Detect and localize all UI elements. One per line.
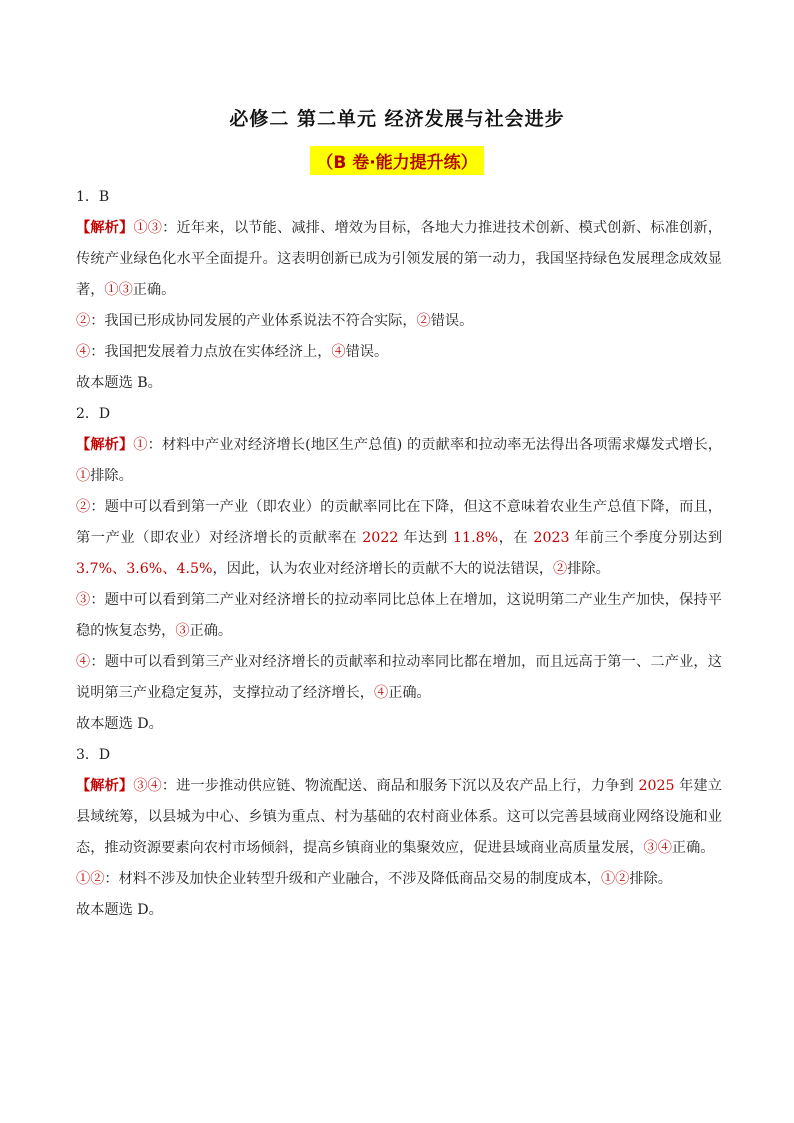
percent-number: 11.8% [453,530,499,546]
subtitle-highlight: （B 卷·能力提升练） [310,146,483,175]
option-mark: ② [416,313,431,329]
paragraph-text: ：材料中产业对经济增长(地区生产总值) 的贡献率和拉动率无法得出各项需求爆发式增长， [147,437,722,453]
q3-paragraph-1 [76,771,722,864]
option-mark: ③ [76,592,91,608]
option-mark: ④ [76,654,91,670]
question-1-number: 1．B [76,189,110,205]
option-mark: ③④ [643,840,672,856]
option-mark: ①③ [104,282,133,298]
q2-paragraph-3 [76,585,722,647]
question-3-number: 3．D [76,747,111,763]
option-mark: ② [553,561,568,577]
verdict-text: 排除。 [629,871,672,887]
paragraph-text: ：我国把发展着力点放在实体经济上， [90,344,332,360]
option-mark: ② [76,499,91,515]
option-mark: ① [76,468,91,484]
paragraph-text: ：进一步推动供应链、物流配送、商品和服务下沉以及农产品上行，力争到 [161,778,639,794]
q1-paragraph-3 [76,337,722,368]
q2-paragraph-4 [76,647,722,709]
year-number: 2022 [362,530,399,546]
q1-paragraph-1 [76,213,722,306]
paragraph-text: ：题中可以看到第三产业对经济增长的贡献率和拉动率同比都在增加，而且远高于第一、二产业，这说明第三产业稳定复苏，支撑拉动了经济增长， [76,654,722,701]
q2-paragraph-1 [76,430,722,492]
option-mark: ①③ [133,220,163,236]
paragraph-text: ：题中可以看到第一产业（即农业）的贡献率同比在下降，但这不意味着农业生产总值下降，而且，第一产业（即农业）对经济增长的贡献率在 [76,499,722,546]
question-2-number: 2．D [76,406,111,422]
paragraph-text: 年达到 [398,530,454,546]
q2-conclusion: 故本题选 D。 [76,716,163,732]
option-mark: ①② [600,871,630,887]
verdict-text: 正确。 [388,685,431,701]
option-mark: ③ [175,623,190,639]
verdict-text: 正确。 [189,623,233,639]
verdict-text: 正确。 [132,282,176,298]
page-title: 必修二 第二单元 经济发展与社会进步 [229,108,565,130]
year-number: 2025 [638,778,675,794]
option-mark: ④ [373,685,389,701]
q1-conclusion: 故本题选 B。 [76,375,162,391]
option-mark: ③④ [133,778,162,794]
subtitle-container [0,146,794,175]
q2-paragraph-2 [76,492,722,585]
verdict-text: 排除。 [567,561,610,577]
verdict-text: 排除。 [90,468,133,484]
option-mark: ④ [331,344,346,360]
verdict-text: 正确。 [671,840,715,856]
answer-content [76,182,722,926]
paragraph-text: 年建立县域统筹，以县城为中心、乡镇为重点、村为基础的农村商业体系。这可以完善县域商业网络设施和业态，推动资源要素向农村市场倾斜，提高乡镇商业的集聚效应，促进县域商业高质量发展， [76,778,722,856]
analysis-tag: 【解析】 [76,778,134,794]
option-mark: ④ [76,344,91,360]
paragraph-text: ：题中可以看到第二产业对经济增长的拉动率同比总体上在增加，这说明第二产业生产加快，保持平稳的恢复态势， [76,592,722,639]
paragraph-text: ，在 [498,530,534,546]
q3-conclusion: 故本题选 D。 [76,902,163,918]
option-mark: ② [76,313,91,329]
year-number: 2023 [533,530,570,546]
paragraph-text: ，因此，认为农业对经济增长的贡献不大的说法错误， [212,561,554,577]
q3-paragraph-2 [76,864,722,895]
paragraph-text: ：我国已形成协同发展的产业体系说法不符合实际， [90,313,417,329]
analysis-tag: 【解析】 [76,437,134,453]
option-mark: ①② [76,871,105,887]
paragraph-text: 年前三个季度分别达到 [569,530,723,546]
analysis-tag: 【解析】 [76,220,134,236]
q1-paragraph-2 [76,306,722,337]
paragraph-text: ：近年来，以节能、减排、增效为目标，各地大力推进技术创新、模式创新、标准创新，传统产业绿色化水平全面提升。这表明创新已成为引领发展的第一动力，我国坚持绿色发展理念成效显著， [76,220,722,298]
percent-number: 3.7%、3.6%、4.5% [76,561,213,577]
paragraph-text: ：材料不涉及加快企业转型升级和产业融合，不涉及降低商品交易的制度成本， [104,871,601,887]
verdict-text: 错误。 [430,313,474,329]
option-mark: ① [133,437,148,453]
verdict-text: 错误。 [345,344,389,360]
